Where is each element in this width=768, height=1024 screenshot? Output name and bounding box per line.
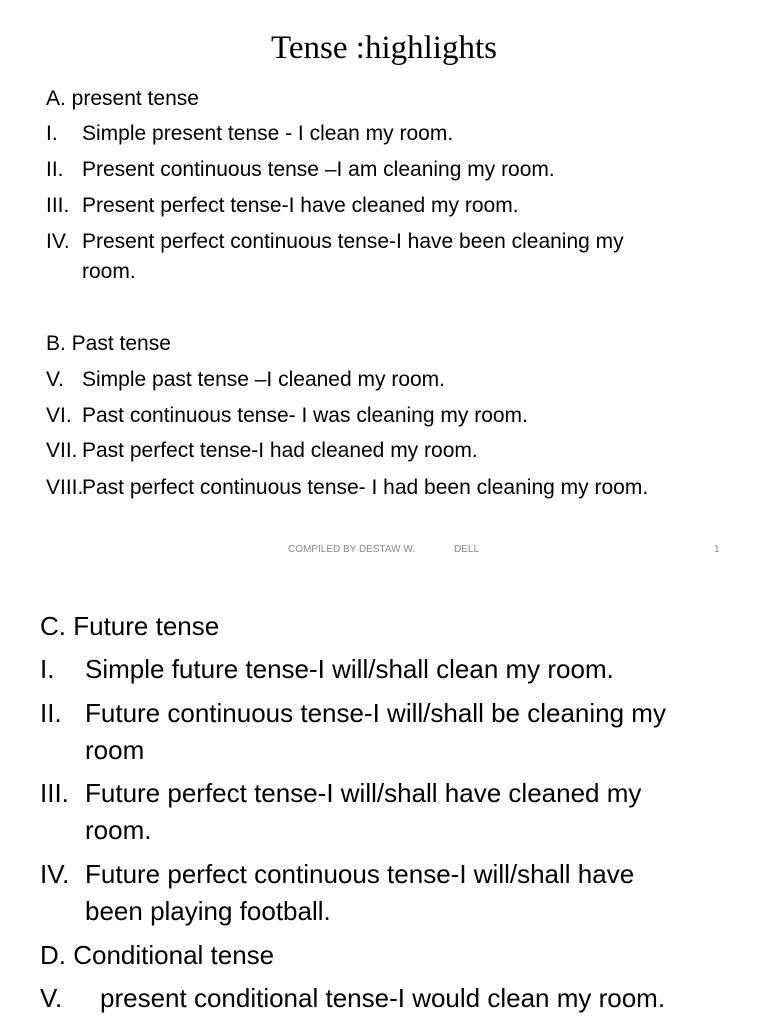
list-item-text: Future continuous tense-I will/shall be cleaning my xyxy=(85,698,666,728)
list-item-number: IV. xyxy=(46,230,70,253)
list-item-text: Past perfect continuous tense- I had been cleaning my room. xyxy=(82,476,649,499)
section-heading-past: B. Past tense xyxy=(46,332,171,355)
list-item-number: VI. xyxy=(46,404,72,427)
list-item-text: Future perfect continuous tense-I will/shall have xyxy=(85,859,635,889)
list-item-text: Present perfect tense-I have cleaned my room. xyxy=(82,194,519,217)
list-item-number: I. xyxy=(46,122,58,145)
list-item-text: Past perfect tense-I had cleaned my room. xyxy=(82,439,478,462)
list-item-text: been playing football. xyxy=(85,896,331,926)
section-heading-conditional: D. Conditional tense xyxy=(40,940,275,970)
footer-page-number: 1 xyxy=(714,544,720,555)
list-item-text: Simple present tense - I clean my room. xyxy=(82,122,454,145)
list-item-number: I. xyxy=(40,654,55,684)
list-item-text: Simple past tense –I cleaned my room. xyxy=(82,368,446,391)
footer-device: DELL xyxy=(454,544,480,555)
list-item-text: Future perfect tense-I will/shall have cleaned my xyxy=(85,778,642,808)
slide-2 xyxy=(0,572,768,1024)
list-item-text: room. xyxy=(85,815,152,845)
list-item-number: VII. xyxy=(46,439,78,462)
list-item-text: Present continuous tense –I am cleaning my room. xyxy=(82,158,555,181)
list-item-number: VIII. xyxy=(46,476,84,499)
list-item-number: III. xyxy=(40,778,69,808)
section-heading-future: C. Future tense xyxy=(40,611,220,641)
list-item-number: II. xyxy=(46,158,64,181)
list-item-number: IV. xyxy=(40,859,70,889)
list-item-number: V. xyxy=(46,368,64,391)
list-item-number: III. xyxy=(46,194,70,217)
list-item-number: V. xyxy=(40,983,63,1013)
section-heading-present: A. present tense xyxy=(46,87,199,110)
list-item-text: Present perfect continuous tense-I have been cleaning my xyxy=(82,230,624,253)
list-item-number: II. xyxy=(40,698,62,728)
list-item-text: room xyxy=(85,735,145,765)
list-item-text: Simple future tense-I will/shall clean my room. xyxy=(85,654,614,684)
footer-compiled-by: COMPILED BY DESTAW W. xyxy=(288,544,416,555)
list-item-text: Past continuous tense- I was cleaning my room. xyxy=(82,404,528,427)
list-item-text: room. xyxy=(82,260,136,283)
list-item-text: present conditional tense-I would clean my room. xyxy=(100,983,666,1013)
slide-title: Tense :highlights xyxy=(271,30,497,66)
